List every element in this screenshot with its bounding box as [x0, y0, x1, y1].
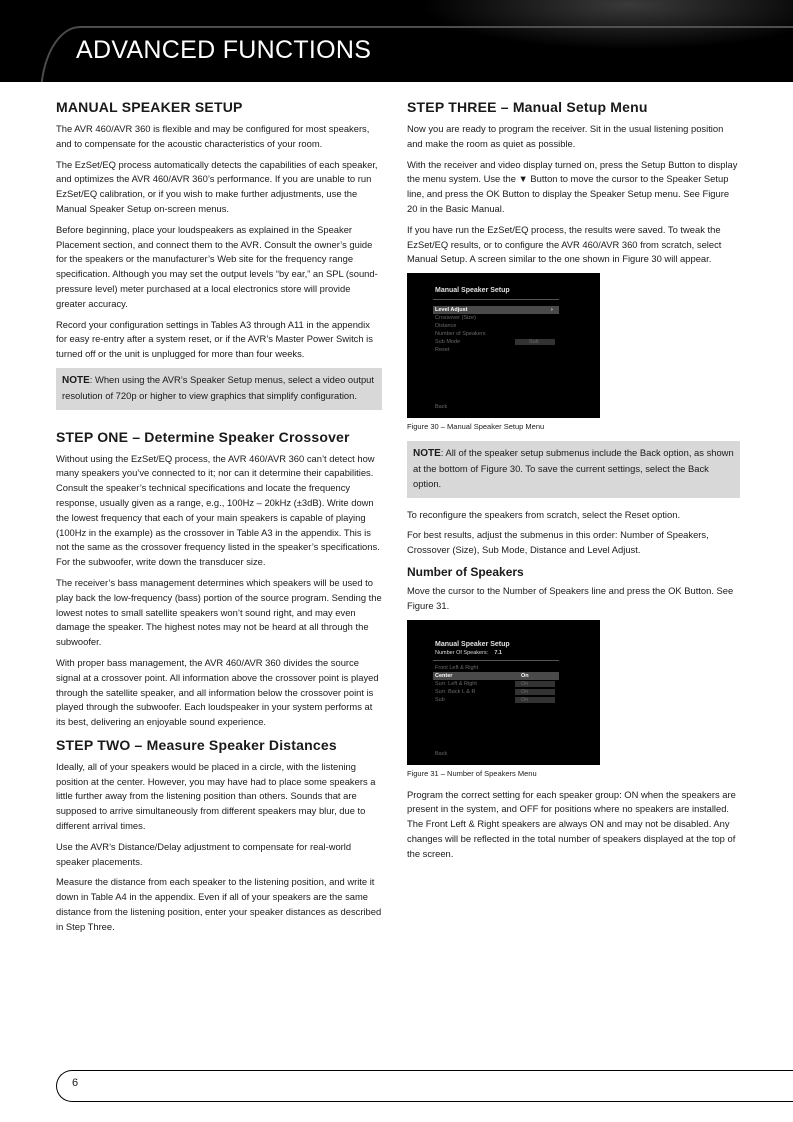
- paragraph: The EzSet/EQ process automatically detects the capabilities of each speaker, and optimizes the AVR 460/AVR 360’s performance. If you are unable to run EzSet/EQ calibration, or if you wish to make further adjustments, use the Manual Speaker Setup on-screen menus.: [56, 158, 378, 214]
- note-text: [413, 446, 734, 491]
- paragraph: Use the AVR’s Distance/Delay adjustment to compensate for real-world speaker placements.: [56, 840, 352, 867]
- menu-item-value: On: [521, 680, 529, 687]
- paragraph: Without using the EzSet/EQ process, the AVR 460/AVR 360 can’t detect how many speakers you’ve connected to it; nor can it determine their capabilities. Consult the speaker’s technical specifications and locate the frequency response, usually given as a range, e.g., 100Hz – 20kHz (±3dB). Write down the lowest frequency that each of your main speakers is capable of playing (100Hz in the example) as the crossover in Table A3 in the appendix. This is not the same as the crossover frequency listed in the speaker’s specifications. For the subwoofer, write down the transducer size.: [56, 452, 380, 568]
- menu-item-sub-mode: [433, 338, 559, 346]
- paragraph: With proper bass management, the AVR 460/AVR 360 divides the source signal at a crossover point. All information above the crossover point is played through the satellite speaker, and all information below the crossover point is played through the subwoofer. Each loudspeaker in your system performs at its best, delivering an enjoyable sound experience.: [56, 656, 379, 728]
- paragraph: Now you are ready to program the receiver. Sit in the usual listening position and make the room as quiet as possible.: [407, 123, 724, 149]
- section-title: ADVANCED FUNCTIONS: [76, 36, 372, 64]
- paragraph: Before beginning, place your loudspeakers as explained in the Speaker Placement section, and connect them to the AVR. Consult the owner’s guide for the speakers or the manufacturer’s Web site for the frequency range specification. Although you may set the output levels “by ear,” an SPL (sound-pressure level) meter purchased at a local electronics store will provide greater accuracy.: [56, 223, 378, 309]
- right-column: [407, 98, 740, 868]
- note-label: NOTE: [413, 448, 441, 460]
- note-box: [56, 368, 382, 410]
- menu-item-label: Level Adjust: [435, 307, 468, 314]
- menu-item-value: On: [521, 688, 529, 695]
- menu-item-crossover: [433, 314, 559, 322]
- paragraph: The AVR 460/AVR 360 is flexible and may be configured for most speakers, and to compensate for the acoustic characteristics of your room.: [56, 123, 370, 149]
- menu-item-label: Surr. Back L & R: [435, 688, 476, 695]
- paragraph: Measure the distance from each speaker to the listening position, and write it down in Table A4 in the appendix. Even if all of your speakers are the same distance from the listening position, enter your speaker distances as described in Step Three.: [56, 876, 382, 932]
- note-body: : All of the speaker setup submenus include the Back option, as shown at the bottom of Figure 30. To save the current settings, select the Back option.: [413, 447, 734, 489]
- page-number: 6: [72, 1077, 79, 1089]
- menu-item-label: Crossover (Size): [435, 315, 476, 322]
- menu-back: Back: [435, 750, 448, 757]
- paragraph: Ideally, all of your speakers would be placed in a circle, with the listening position at the center. However, you may have had to place some speakers a little further away from the listening position than others. Sounds that are supposed to arrive simultaneously from different speakers may blur, due to different arrival times.: [56, 760, 376, 832]
- menu-back: Back: [435, 404, 448, 411]
- note-body: : When using the AVR’s Speaker Setup menus, select a video output resolution of 720p or higher to view graphics that simplify configuration.: [62, 373, 374, 401]
- menu-item-label: Sub Mode: [435, 339, 461, 346]
- menu-row-sub: [433, 696, 559, 704]
- chevron-right-icon: ›: [551, 307, 553, 314]
- paragraph: For best results, adjust the submenus in this order: Number of Speakers, Crossover (Size), Sub Mode, Distance and Level Adjust.: [407, 529, 709, 556]
- menu-row-surround: [433, 680, 559, 688]
- menu-item-value: Sub: [529, 339, 539, 346]
- note-text: [62, 373, 376, 404]
- paragraph: The receiver’s bass management determines which speakers will be used to play back the low-frequency (bass) portion of the source program. Sending the lowest notes to small satellite speakers won’t sound right, and may even damage the speaker. The highest notes may not be heard at all through the subwoofer.: [56, 576, 382, 648]
- heading-manual-speaker-setup: MANUAL SPEAKER SETUP: [56, 99, 243, 115]
- paragraph: With the receiver and video display turned on, press the Setup Button to display the menu system. Use the ▼ Button to move the cursor to the Speaker Setup line, and press the OK Button to display the Speaker Setup menu. See Figure 20 in the Basic Manual.: [407, 158, 738, 214]
- menu-row-center: [433, 672, 559, 680]
- menu-title: Manual Speaker Setup: [435, 287, 510, 295]
- menu-item-label: Surr. Left & Right: [435, 680, 477, 687]
- menu-subtitle-label: Number Of Speakers:: [435, 649, 489, 656]
- paragraph: Program the correct setting for each speaker group: ON when the speakers are present in the system, and OFF for positions where no speakers are installed. The Front Left & Right speakers are always ON and may not be disabled. Any changes will be reflected in the total number of speakers displayed at the top of the screen.: [407, 788, 736, 859]
- heading-step-one: STEP ONE – Determine Speaker Crossover: [56, 428, 350, 445]
- menu-item-label: Distance: [435, 323, 457, 330]
- menu-item-label: Sub: [435, 696, 445, 703]
- figure-31-caption: Figure 31 – Number of Speakers Menu: [407, 768, 537, 778]
- note-label: NOTE: [62, 374, 90, 386]
- menu-item-distance: [433, 322, 559, 330]
- heading-step-three: STEP THREE – Manual Setup Menu: [407, 99, 648, 115]
- menu-divider: [433, 660, 559, 661]
- paragraph: To reconfigure the speakers from scratch, select the Reset option.: [407, 508, 681, 520]
- menu-item-label: Front Left & Right: [435, 664, 479, 671]
- note-box: [407, 441, 740, 497]
- menu-item-label: Center: [435, 672, 453, 679]
- paragraph: Move the cursor to the Number of Speakers line and press the OK Button. See Figure 31.: [407, 584, 734, 611]
- figure-31-screen: [407, 620, 600, 765]
- page-footer-frame: [56, 1070, 793, 1102]
- menu-row-surround-back: [433, 688, 559, 696]
- heading-step-two: STEP TWO – Measure Speaker Distances: [56, 736, 337, 753]
- menu-item-label: Number of Speakers: [435, 331, 486, 338]
- paragraph: Record your configuration settings in Tables A3 through A11 in the appendix for easy re-entry after a system reset, or if the AVR’s Master Power Switch is turned off or the unit is unplugged for more than four weeks.: [56, 318, 373, 360]
- menu-item-number-of-speakers: [433, 330, 559, 338]
- menu-item-reset: [433, 346, 559, 354]
- figure-30-caption: Figure 30 – Manual Speaker Setup Menu: [407, 422, 545, 432]
- menu-subtitle-value: 7.1: [494, 649, 502, 656]
- menu-title: Manual Speaker Setup: [435, 640, 510, 648]
- paragraph: If you have run the EzSet/EQ process, the results were saved. To tweak the EzSet/EQ results, or to configure the AVR 460/AVR 360 from scratch, select Manual Setup. A screen similar to the one shown in Figure 30 will appear.: [407, 223, 722, 265]
- menu-item-value: On: [521, 696, 529, 703]
- menu-row-front: [433, 664, 559, 672]
- menu-subtitle: [435, 650, 502, 656]
- menu-item-level-adjust: [433, 306, 559, 314]
- menu-divider: [433, 299, 559, 300]
- menu-item-label: Reset: [435, 347, 450, 354]
- menu-item-value: On: [521, 672, 529, 679]
- figure-30-screen: [407, 273, 600, 418]
- left-column: [56, 98, 382, 941]
- page-header: [0, 0, 793, 82]
- heading-number-of-speakers: Number of Speakers: [407, 564, 524, 579]
